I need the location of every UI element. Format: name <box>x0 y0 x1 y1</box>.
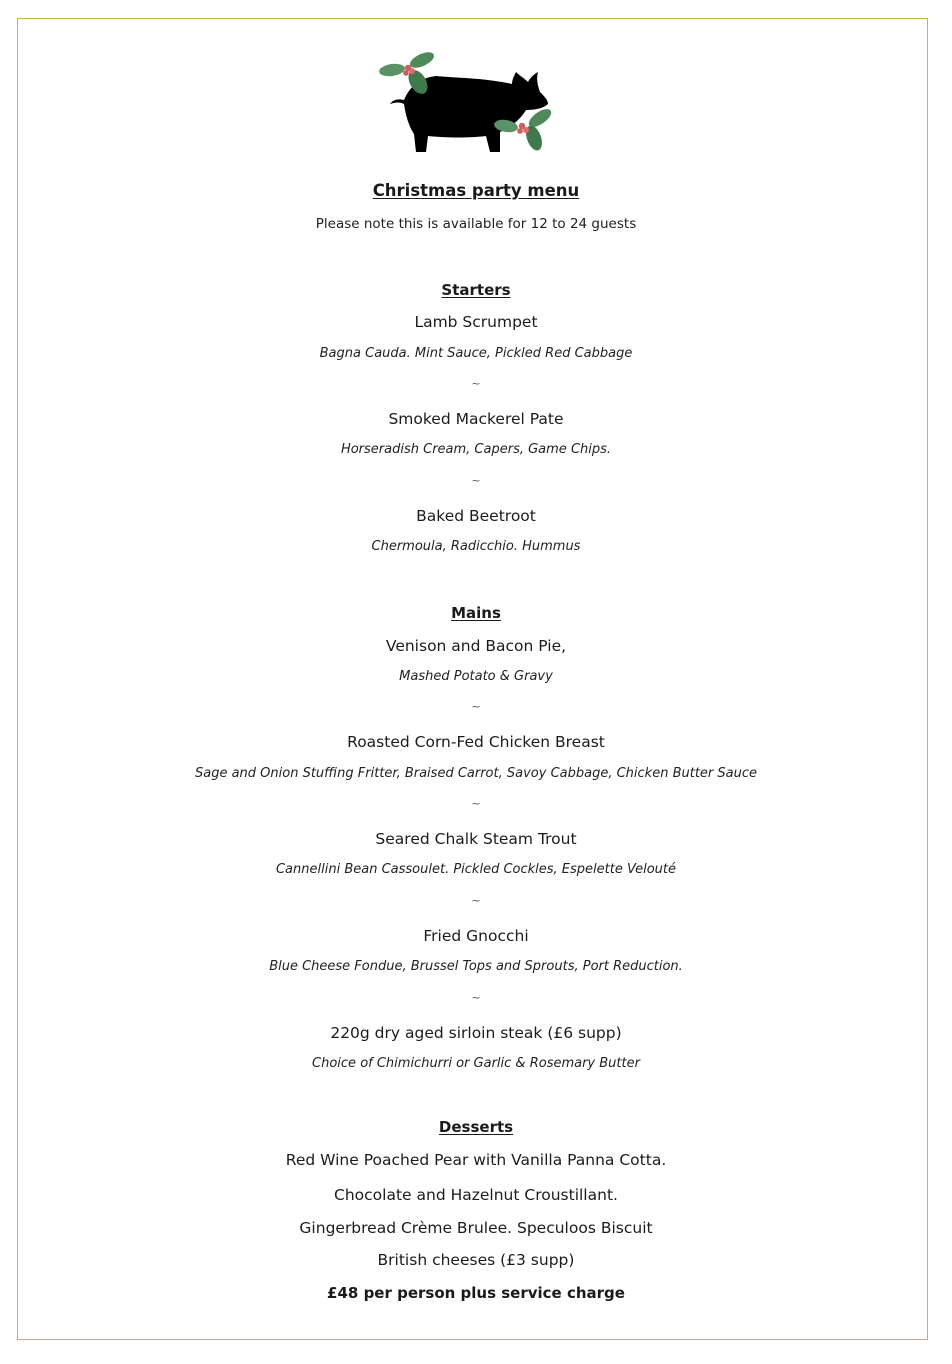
separator: ~ <box>471 377 481 390</box>
dessert-item: Chocolate and Hazelnut Croustillant. <box>334 1186 618 1204</box>
dish-name: Smoked Mackerel Pate <box>388 410 564 428</box>
separator: ~ <box>471 700 481 713</box>
dish-description: Horseradish Cream, Capers, Game Chips. <box>340 442 612 457</box>
dish-name: Lamb Scrumpet <box>414 313 538 331</box>
dish-description: Chermoula, Radicchio. Hummus <box>371 539 581 554</box>
section-heading-desserts: Desserts <box>438 1118 514 1136</box>
dish-name: 220g dry aged sirloin steak (£6 supp) <box>330 1024 622 1042</box>
dish-description: Choice of Chimichurri or Garlic & Rosemary Butter <box>312 1056 640 1071</box>
pig-with-holly-icon <box>376 48 556 154</box>
separator: ~ <box>471 991 481 1004</box>
section-heading-mains: Mains <box>451 604 501 622</box>
dish-name: Fried Gnocchi <box>423 927 529 945</box>
dish-description: Blue Cheese Fondue, Brussel Tops and Sprouts, Port Reduction. <box>269 959 683 974</box>
dish-name: Venison and Bacon Pie, <box>385 637 567 655</box>
dessert-item: Gingerbread Crème Brulee. Speculoos Biscuit <box>299 1219 653 1237</box>
dish-description: Bagna Cauda. Mint Sauce, Pickled Red Cabbage <box>319 346 633 361</box>
price-note: £48 per person plus service charge <box>327 1284 625 1302</box>
dessert-item: British cheeses (£3 supp) <box>377 1251 575 1269</box>
dish-description: Sage and Onion Stuffing Fritter, Braised Carrot, Savoy Cabbage, Chicken Butter Sauce <box>194 766 757 781</box>
separator: ~ <box>471 474 481 487</box>
dish-description: Cannellini Bean Cassoulet. Pickled Cockles, Espelette Velouté <box>275 862 677 877</box>
dish-name: Seared Chalk Steam Trout <box>375 830 577 848</box>
separator: ~ <box>471 797 481 810</box>
page-title: Christmas party menu <box>372 181 580 200</box>
guest-note: Please note this is available for 12 to 24 guests <box>315 216 637 232</box>
dish-description: Mashed Potato & Gravy <box>399 669 553 684</box>
separator: ~ <box>471 894 481 907</box>
dish-name: Baked Beetroot <box>416 507 536 525</box>
dish-name: Roasted Corn-Fed Chicken Breast <box>347 733 605 751</box>
dessert-item: Red Wine Poached Pear with Vanilla Panna Cotta. <box>285 1151 667 1169</box>
section-heading-starters: Starters <box>441 281 511 299</box>
